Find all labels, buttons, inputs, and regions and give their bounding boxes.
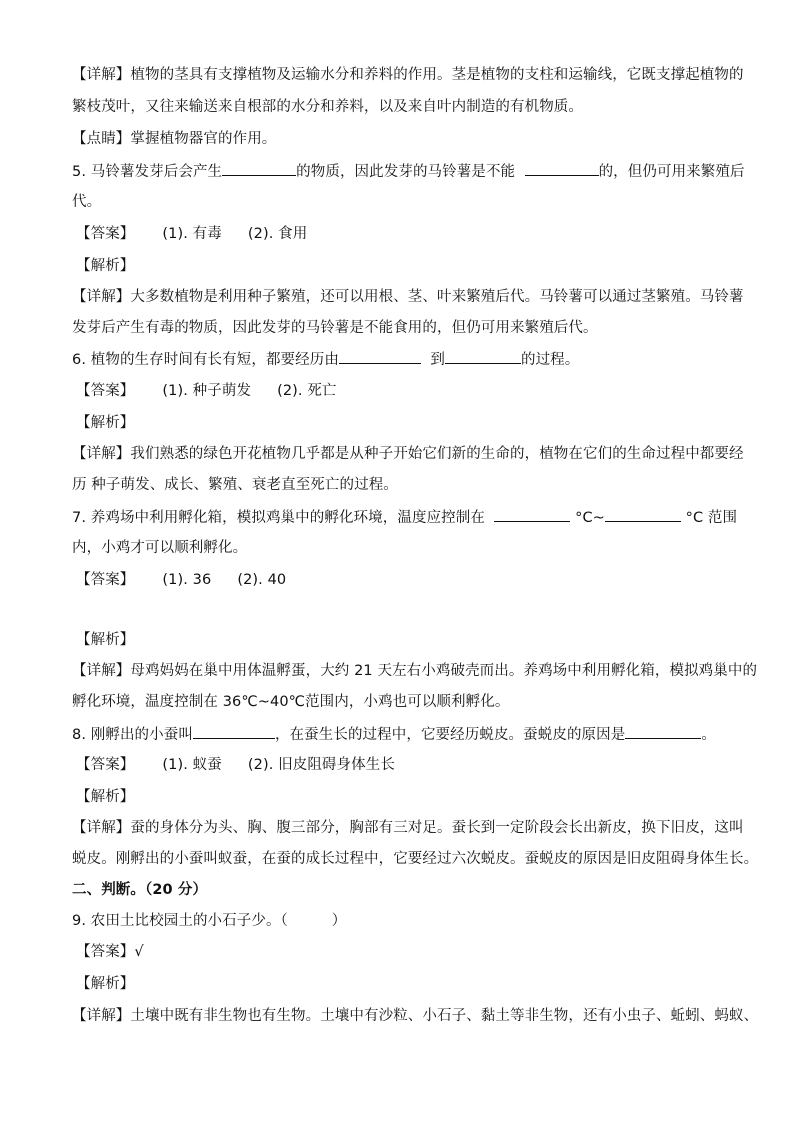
answer-label: 【答案】 [76,757,135,773]
answer-6 [76,381,724,401]
answer-7 [76,570,724,590]
q7-blank-2[interactable] [605,507,681,522]
analysis-label-9: 【解析】 [76,976,135,992]
detail-4-line1: 【详解】植物的茎具有支撑植物及运输水分和养料的作用。茎是植物的支柱和运输线，它既支撑起植物的 [72,67,744,83]
answer-5-1: (1). 有毒 [162,226,222,242]
tip-4: 【点睛】掌握植物器官的作用。 [72,131,277,147]
answer-6-1: (1). 种子萌发 [162,383,252,399]
detail-9-line1: 【详解】土壤中既有非生物也有生物。土壤中有沙粒、小石子、黏土等非生物，还有小虫子、蚯蚓、蚂蚁、 [72,1008,759,1024]
question-8 [72,724,724,745]
question-5-line2: 代。 [72,194,102,210]
detail-4-line2: 繁枝茂叶，又往来输送来自根部的水分和养料，以及来自叶内制造的有机物质。 [72,99,583,115]
answer-6-2: (2). 死亡 [277,383,337,399]
q8-blank-2[interactable] [625,724,701,739]
detail-5-line1: 【详解】大多数植物是利用种子繁殖，还可以用根、茎、叶来繁殖后代。马铃薯可以通过茎繁殖。马铃薯 [72,289,744,305]
question-5-line1 [72,161,745,182]
answer-5-2: (2). 食用 [247,226,308,242]
q8-text-a: 8. 刚孵出的小蚕叫 [72,727,193,743]
analysis-label-7: 【解析】 [76,632,135,648]
analysis-label-8: 【解析】 [76,789,135,805]
q7-text-c: °C 范围 [685,510,738,526]
q8-blank-1[interactable] [193,724,275,739]
q6-text-b: 到 [430,352,445,368]
q5-blank-1[interactable] [222,161,296,176]
q5-text-b: 的物质，因此发芽的马铃薯是不能 [296,164,516,180]
answer-7-2: (2). 40 [237,572,287,588]
q8-text-c: 。 [701,727,716,743]
question-9: 9. 农田土比校园土的小石子少。（ ） [72,913,347,929]
detail-8-line2: 蜕皮。刚孵出的小蚕叫蚁蚕，在蚕的成长过程中，它要经过六次蜕皮。蚕蜕皮的原因是旧皮阻碍身体生长。 [72,851,759,867]
section-2-heading: 二、判断。（20 分） [72,882,208,898]
detail-5-line2: 发芽后产生有毒的物质，因此发芽的马铃薯是不能食用的，但仍可用来繁殖后代。 [72,320,598,336]
q8-text-b: ，在蚕生长的过程中，它要经历蜕皮。蚕蜕皮的原因是 [274,727,626,743]
answer-label: 【答案】 [76,572,135,588]
detail-7-line1: 【详解】母鸡妈妈在巢中用体温孵蛋，大约 21 天左右小鸡破壳而出。养鸡场中利用孵化箱，模拟鸡巢中的 [72,663,758,679]
q5-text-c: 的，但仍可用来繁殖后 [598,164,745,180]
answer-label: 【答案】 [76,226,135,242]
q5-text-a: 5. 马铃薯发芽后会产生 [72,164,223,180]
question-7-line1 [72,507,738,528]
q6-text-c: 的过程。 [520,352,580,368]
analysis-label-5: 【解析】 [76,258,135,274]
q7-text-b: °C~ [575,510,605,526]
answer-label: 【答案】 [76,383,135,399]
detail-7-line2: 孵化环境，温度控制在 36℃~40℃范围内，小鸡也可以顺利孵化。 [72,694,510,710]
answer-5 [76,224,724,244]
q5-blank-2[interactable] [525,161,599,176]
answer-8-1: (1). 蚁蚕 [162,757,222,773]
q6-blank-1[interactable] [339,349,421,364]
question-6 [72,349,724,370]
q6-text-a: 6. 植物的生存时间有长有短，都要经历由 [72,352,339,368]
q7-blank-1[interactable] [494,507,570,522]
analysis-label-6: 【解析】 [76,415,135,431]
answer-8 [76,755,724,775]
answer-9: 【答案】√ [76,944,144,960]
answer-8-2: (2). 旧皮阻碍身体生长 [247,757,395,773]
q7-text-a: 7. 养鸡场中利用孵化箱，模拟鸡巢中的孵化环境，温度应控制在 [72,510,485,526]
detail-6-line2: 历 种子萌发、成长、繁殖、衰老直至死亡的过程。 [72,477,398,493]
answer-7-1: (1). 36 [162,572,212,588]
q6-blank-2[interactable] [445,349,521,364]
detail-8-line1: 【详解】蚕的身体分为头、胸、腹三部分，胸部有三对足。蚕长到一定阶段会长出新皮，换下旧皮，这叫 [72,820,744,836]
detail-6-line1: 【详解】我们熟悉的绿色开花植物几乎都是从种子开始它们新的生命的，植物在它们的生命过程中都要经 [72,446,744,462]
question-7-line2: 内，小鸡才可以顺利孵化。 [72,540,248,556]
